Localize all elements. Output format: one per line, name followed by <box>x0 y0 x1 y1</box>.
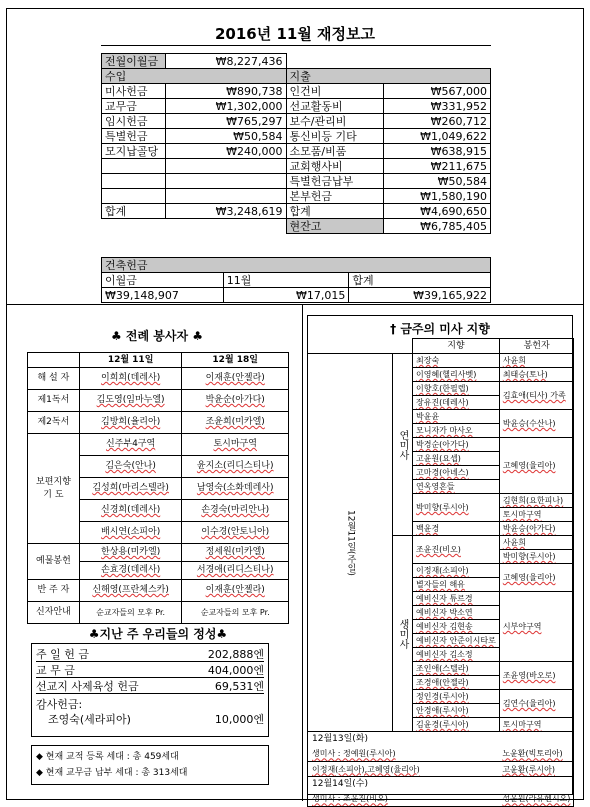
expense-value: ₩331,952 <box>384 99 491 114</box>
intention: 이향호(한필렙) <box>413 382 500 396</box>
thanks-row <box>36 711 264 726</box>
server-name: 신주부4구역 <box>79 434 182 456</box>
server-name: 손효경(데레사) <box>79 562 182 580</box>
server-name: 이재훈(안젤라) <box>182 580 289 602</box>
liturgy-table <box>27 352 289 624</box>
offerer: 박윤승(아가다) <box>499 522 574 536</box>
server-name: 신경희(데레사) <box>79 500 182 522</box>
intention: 이영혜(헬리사벳) <box>413 368 500 382</box>
expense-label: 통신비등 기타 <box>286 129 384 144</box>
building-fund-header: 건축헌금 <box>102 258 491 273</box>
server-name: 손경숙(마리안나) <box>182 500 289 522</box>
intention: 박미향(루시아) <box>413 494 500 522</box>
income-value: ₩1,302,000 <box>165 99 286 114</box>
intention: 정인경(루시아) <box>413 690 500 704</box>
expense-value: ₩50,584 <box>384 174 491 189</box>
members-box <box>31 745 269 785</box>
finance-row <box>102 114 491 129</box>
finance-row <box>102 129 491 144</box>
role-label: 신자안내 <box>28 602 80 624</box>
building-col-total: 합계 <box>349 273 491 288</box>
offerer: 최태승(토나) <box>499 368 574 382</box>
intention: 김윤경(루시아) <box>413 718 500 732</box>
registered-households: ◆ 현재 교적 등록 세대 : 총 459세대 <box>36 752 179 762</box>
building-col-carryover: 이월금 <box>102 273 224 288</box>
extra-offerer: 노윤환(빅토리아) <box>499 747 574 762</box>
offerings-title: ♣지난 주 우리들의 정성♣ <box>88 627 228 641</box>
expense-total-label: 합계 <box>286 204 384 219</box>
role-label: 반 주 자 <box>28 580 80 602</box>
role-label-offering: 예물봉헌 <box>28 544 80 580</box>
finance-row <box>102 84 491 99</box>
income-label: 교무금 <box>102 99 166 114</box>
col-intent: 지향 <box>413 339 500 354</box>
income-label <box>102 174 166 189</box>
server-name: 한상용(미카엘) <box>79 544 182 562</box>
offerer: 고혜영(율리아) <box>499 564 574 592</box>
finance-row <box>102 174 491 189</box>
server-name: 배시연(소피아) <box>79 522 182 544</box>
extra-date: 12월14일(수) <box>308 777 574 792</box>
building-month-value: ₩17,015 <box>223 288 349 303</box>
income-value: ₩50,584 <box>165 129 286 144</box>
income-label <box>102 159 166 174</box>
intention: 예비신자 김현송 <box>413 620 500 634</box>
offerer: 사윤희 <box>499 536 574 550</box>
finance-total-row <box>102 204 491 219</box>
expense-label: 소모품/비품 <box>286 144 384 159</box>
building-fund-table <box>101 257 491 303</box>
offerer: 조윤영(바오로) <box>499 662 574 690</box>
extra-offerer: 고윤환(루시아) <box>499 762 574 777</box>
offerer: 김효애(티사) 가족 <box>499 382 574 410</box>
offering-row <box>36 662 264 678</box>
finance-row <box>102 159 491 174</box>
col-offerer: 봉헌자 <box>499 339 574 354</box>
offering-label: 주 일 헌 금 <box>36 648 89 661</box>
mass-type-yeon: 연미사 <box>393 354 413 536</box>
role-label: 해 설 자 <box>28 368 80 390</box>
finance-row <box>102 99 491 114</box>
expense-label: 교회행사비 <box>286 159 384 174</box>
page-title: 2016년 11월 재정보고 <box>214 25 375 43</box>
intention: 최장숙 <box>413 354 500 368</box>
intention: 박경순(아가다) <box>413 438 500 452</box>
contributing-households: ◆ 현재 교무금 납부 세대 : 총 313세대 <box>36 768 188 778</box>
server-name: 이희희(데레사) <box>79 368 182 390</box>
offering-row <box>36 678 264 694</box>
intention: 별자들의 해유 <box>413 578 500 592</box>
extra-intention: 생미사 : 정예원(루시아) <box>308 747 500 762</box>
expense-total-value: ₩4,690,650 <box>384 204 491 219</box>
offerer: 박미향(루시아) <box>499 550 574 564</box>
building-total-value: ₩39,165,922 <box>349 288 491 303</box>
intention: 조인애(스텔라) <box>413 662 500 676</box>
income-label <box>102 189 166 204</box>
liturgy-title: ♣ 전례 봉사자 ♣ <box>110 329 203 343</box>
expense-header: 지출 <box>286 69 490 84</box>
intention: 모니자가 마사오 <box>413 424 500 438</box>
role-label: 제2독서 <box>28 412 80 434</box>
prev-balance-value: ₩8,227,436 <box>165 54 286 69</box>
server-name: 순교자들의 모후 Pr. <box>182 602 289 624</box>
expense-label: 보수/관리비 <box>286 114 384 129</box>
role-label-prayer: 보편지향 기 도 <box>28 434 80 544</box>
income-value <box>165 174 286 189</box>
intention: 고윤원(요셉) <box>413 452 500 466</box>
server-name: 조윤희(미카엘) <box>182 412 289 434</box>
server-name: 서경애(리디스티나) <box>182 562 289 580</box>
intention: 예비신자 김소정 <box>413 648 500 662</box>
expense-value: ₩1,049,622 <box>384 129 491 144</box>
extra-date: 12월13일(화) <box>308 732 574 747</box>
mass-date: 12월11일(주일) <box>308 354 393 732</box>
building-col-month: 11월 <box>223 273 349 288</box>
intention: 예비신자 튜르경 <box>413 592 500 606</box>
income-total-value: ₩3,248,619 <box>165 204 286 219</box>
offerer: 시부야구역 <box>499 592 574 662</box>
intention: 백윤경 <box>413 522 500 536</box>
server-name: 신해영(프란체스카) <box>79 580 182 602</box>
role-label: 제1독서 <box>28 390 80 412</box>
balance-value: ₩6,785,405 <box>384 219 491 234</box>
server-name: 토시마구역 <box>182 434 289 456</box>
server-name: 이재훈(안젤라) <box>182 368 289 390</box>
server-name: 남영숙(소화데레사) <box>182 478 289 500</box>
income-label: 임시헌금 <box>102 114 166 129</box>
intention: 안경애(루시아) <box>413 704 500 718</box>
server-name: 윤지소(리디스티나) <box>182 456 289 478</box>
income-value: ₩765,297 <box>165 114 286 129</box>
server-name: 김방희(율리아) <box>79 412 182 434</box>
extra-intention: 생미사 : 조윤진(비오) <box>308 792 500 807</box>
offerer: 토시마구역 <box>499 718 574 732</box>
extra-offerer: 성윤원(라유헨시오) <box>499 792 574 807</box>
finance-row <box>102 189 491 204</box>
income-total-label: 합계 <box>102 204 166 219</box>
income-label: 특별헌금 <box>102 129 166 144</box>
server-name: 박윤순(아가다) <box>182 390 289 412</box>
intention: 연옥영혼들 <box>413 480 500 494</box>
column-divider <box>302 304 303 801</box>
mass-table <box>307 338 573 807</box>
offerer: 고혜영(율리아) <box>499 438 574 494</box>
mass-title: † 금주의 미사 지향 <box>390 322 490 336</box>
thanks-name: 조영숙(세라피아) <box>48 713 131 726</box>
income-value <box>165 189 286 204</box>
thanks-label: 감사헌금: <box>36 698 83 711</box>
income-value <box>165 159 286 174</box>
offerings-box <box>31 643 269 737</box>
liturgy-date-2: 12월 18일 <box>182 353 289 368</box>
offerer: 토시마구역 <box>499 508 574 522</box>
offerer: 박윤승(수산나) <box>499 410 574 438</box>
extra-intention: 이정재(소피아),고혜영(율리아) <box>308 762 500 777</box>
balance-label: 현잔고 <box>286 219 384 234</box>
intention: 장유진(데레사) <box>413 396 500 410</box>
expense-label: 본부헌금 <box>286 189 384 204</box>
offerer: 김현희(요한피나) <box>499 494 574 508</box>
server-name: 이수경(안토니아) <box>182 522 289 544</box>
offerer: 김연수(율리아) <box>499 690 574 718</box>
intention: 예비신자 안준이시타로 <box>413 634 500 648</box>
offering-label: 교 무 금 <box>36 664 75 677</box>
income-label: 미사헌금 <box>102 84 166 99</box>
prev-balance-label: 전월이월금 <box>102 54 166 69</box>
mass-type-saeng: 생미사 <box>393 536 413 732</box>
liturgy-date-1: 12월 11일 <box>79 353 182 368</box>
server-name: 정세원(미카엘) <box>182 544 289 562</box>
section-divider <box>7 304 583 305</box>
intention: 이정재(소피아) <box>413 564 500 578</box>
intention: 예비신자 박소연 <box>413 606 500 620</box>
expense-value: ₩567,000 <box>384 84 491 99</box>
expense-label: 특별헌금납부 <box>286 174 384 189</box>
building-carryover-value: ₩39,148,907 <box>102 288 224 303</box>
offering-value: 202,888엔 <box>207 648 264 661</box>
expense-value: ₩260,712 <box>384 114 491 129</box>
offerer: 사윤희 <box>499 354 574 368</box>
expense-value: ₩1,580,190 <box>384 189 491 204</box>
intention: 박윤윤 <box>413 410 500 424</box>
offering-value: 69,531엔 <box>214 680 264 693</box>
income-label: 모지납골당 <box>102 144 166 159</box>
title-underline <box>101 45 491 46</box>
finance-table <box>101 53 491 234</box>
income-value: ₩890,738 <box>165 84 286 99</box>
server-name: 김은숙(안나) <box>79 456 182 478</box>
income-value: ₩240,000 <box>165 144 286 159</box>
thanks-value: 10,000엔 <box>214 713 264 726</box>
expense-value: ₩638,915 <box>384 144 491 159</box>
bulletin-page <box>6 8 584 804</box>
intention: 조윤진(비오) <box>413 536 500 564</box>
finance-row <box>102 144 491 159</box>
expense-label: 선교활동비 <box>286 99 384 114</box>
server-name: 김성희(마리스텔라) <box>79 478 182 500</box>
expense-label: 인건비 <box>286 84 384 99</box>
server-name: 순교자들의 모후 Pr. <box>79 602 182 624</box>
income-header: 수입 <box>102 69 287 84</box>
offering-label: 선교지 사제육성 헌금 <box>36 680 139 693</box>
intention: 고마경(아녜스) <box>413 466 500 480</box>
server-name: 김도영(임마누엘) <box>79 390 182 412</box>
intention: 조경애(안젤라) <box>413 676 500 690</box>
offering-row <box>36 646 264 662</box>
offering-value: 404,000엔 <box>207 664 264 677</box>
expense-value: ₩211,675 <box>384 159 491 174</box>
